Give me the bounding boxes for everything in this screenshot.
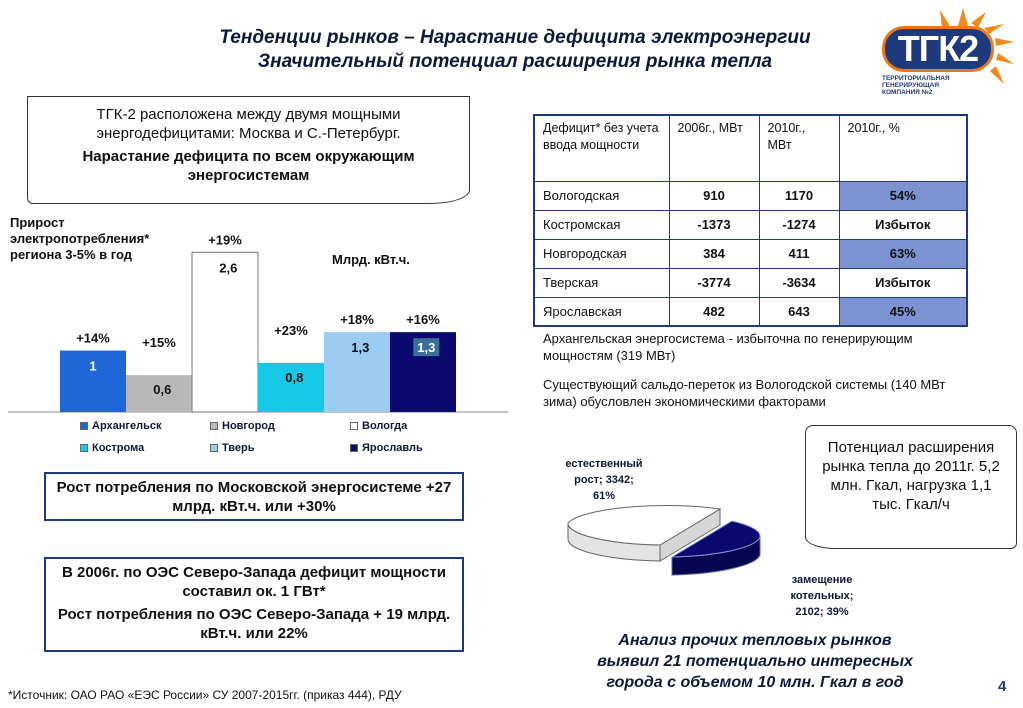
pie-label-natural-line3: 61% (592, 490, 616, 502)
legend-swatch (80, 444, 88, 452)
table-cell-region: Вологодская (534, 181, 669, 210)
table-cell-region: Новгородская (534, 239, 669, 268)
ees-deficit-box (44, 557, 464, 652)
legend-label: Вологда (362, 420, 408, 432)
legend-item (80, 442, 144, 454)
table-cell-2010: -1274 (759, 210, 839, 239)
logo-mark: ТГК2 (882, 26, 994, 72)
legend-item (210, 420, 275, 432)
legend-swatch (80, 422, 88, 430)
bar-chart (8, 215, 513, 420)
bar-growth-label: +16% (406, 312, 440, 328)
table-cell-region: Тверская (534, 268, 669, 297)
pie-label-boiler (762, 572, 882, 620)
legend-label: Кострома (92, 442, 145, 454)
bar-growth-label: +15% (142, 335, 176, 351)
legend-label: Новгород (222, 420, 275, 432)
bar-growth-label: +18% (340, 312, 374, 328)
table-row (534, 210, 967, 239)
logo-subtitle (882, 75, 992, 96)
table-cell-pct: Избыток (839, 268, 967, 297)
table-row (534, 268, 967, 297)
logo-subtitle-line3: КОМПАНИЯ №2 (882, 89, 933, 96)
legend-swatch (350, 422, 358, 430)
table-cell-2006: 384 (669, 239, 759, 268)
bar-value-label: 1 (89, 358, 97, 374)
deficit-table (533, 114, 968, 327)
legend-item (80, 420, 161, 432)
potential-box: Потенциал расширения рынка тепла до 2011г. 5,2 млн. Гкал, нагрузка 1,1 тыс. Гкал/ч (805, 425, 1017, 549)
ees-line2: Рост потребления по ОЭС Северо-Запада + 19 млрд. кВт.ч. или 22% (57, 606, 451, 642)
chart-unit-label: Млрд. кВт.ч. (332, 252, 410, 267)
legend-label: Тверь (222, 442, 255, 454)
table-row (534, 239, 967, 268)
table-cell-region: Костромская (534, 210, 669, 239)
chart-annotation: Прирост электропотребления* региона 3-5% в год (10, 215, 150, 262)
table-header-cell: 2010г., МВт (759, 115, 839, 181)
table-cell-pct: Избыток (839, 210, 967, 239)
table-cell-pct: 63% (839, 239, 967, 268)
table-row (534, 181, 967, 210)
table-header-cell: Дефицит* без учета ввода мощности (534, 115, 669, 181)
table-header-cell: 2010г., % (839, 115, 967, 181)
table-cell-2010: 643 (759, 297, 839, 326)
pie-label-natural-line2: рост; 3342; (574, 474, 634, 486)
table-row (534, 297, 967, 326)
moscow-growth-box: Рост потребления по Московской энергосистеме +27 млрд. кВт.ч. или +30% (44, 472, 464, 521)
bar-2 (192, 252, 258, 412)
legend-label: Ярославль (362, 442, 423, 454)
table-cell-2006: -1373 (669, 210, 759, 239)
legend-label: Архангельск (92, 420, 162, 432)
logo-subtitle-line2: ГЕНЕРИРУЮЩАЯ (882, 82, 940, 89)
table-cell-2006: 910 (669, 181, 759, 210)
analysis-line2: выявил 21 потенциально интересных (597, 653, 913, 670)
tgk2-logo (868, 4, 1018, 99)
pie-label-boiler-line1: замещение (791, 574, 853, 586)
note-arkhangelsk: Архангельская энергосистема - избыточна по генерирующим мощностям (319 МВт) (543, 331, 913, 363)
table-header-cell: 2006г., МВт (669, 115, 759, 181)
legend-item (210, 442, 255, 454)
bar-growth-label: +14% (76, 330, 110, 346)
table-cell-2006: -3774 (669, 268, 759, 297)
table-cell-2010: -3634 (759, 268, 839, 297)
table-cell-2010: 1170 (759, 181, 839, 210)
note-saldo: Существующий сальдо-переток из Вологодской системы (140 МВт зима) обусловлен экономическими факторами (543, 377, 946, 409)
chart-legend (80, 420, 520, 460)
page-number: 4 (998, 678, 1007, 695)
intro-box (27, 96, 470, 204)
table-cell-2006: 482 (669, 297, 759, 326)
pie-label-boiler-line3: 2102; 39% (795, 606, 849, 618)
table-cell-pct: 45% (839, 297, 967, 326)
bar-growth-label: +23% (274, 322, 308, 338)
logo-subtitle-line1: ТЕРРИТОРИАЛЬНАЯ (882, 75, 950, 82)
pie-label-natural-line1: естественный (565, 458, 643, 470)
legend-swatch (210, 422, 218, 430)
analysis-line3: города с объемом 10 млн. Гкал в год (606, 674, 904, 691)
source-footnote: *Источник: ОАО РАО «ЕЭС России» СУ 2007-2015гг. (приказ 444), РДУ (8, 688, 402, 702)
legend-swatch (350, 444, 358, 452)
table-cell-pct: 54% (839, 181, 967, 210)
ees-line1: В 2006г. по ОЭС Северо-Запада дефицит мощности составил ок. 1 ГВт* (61, 564, 447, 600)
bar-value-label: 1,3 (417, 340, 436, 356)
intro-line1: ТГК-2 расположена между двумя мощными энергодефицитами: Москва и С.-Петербург. (96, 106, 401, 142)
bar-growth-label: +19% (208, 232, 242, 248)
bar-value-label: 0,6 (153, 382, 172, 398)
intro-line2: Нарастание дефицита по всем окружающим энергосистемам (82, 148, 415, 184)
table-cell-2010: 411 (759, 239, 839, 268)
title-line1: Тенденции рынков – Нарастание дефицита электроэнергии (219, 27, 811, 48)
bar-value-label: 1,3 (351, 340, 370, 356)
analysis-text (545, 630, 965, 693)
legend-swatch (210, 444, 218, 452)
pie-label-boiler-line2: котельных; (790, 590, 854, 602)
title-line2: Значительный потенциал расширения рынка тепла (257, 51, 773, 72)
legend-item (350, 420, 407, 432)
bar-value-label: 2,6 (219, 260, 238, 276)
table-header-row (534, 115, 967, 181)
analysis-line1: Анализ прочих тепловых рынков (618, 632, 892, 649)
table-cell-region: Ярославская (534, 297, 669, 326)
legend-item (350, 442, 423, 454)
page-title (150, 26, 880, 74)
bar-value-label: 0,8 (285, 369, 304, 385)
